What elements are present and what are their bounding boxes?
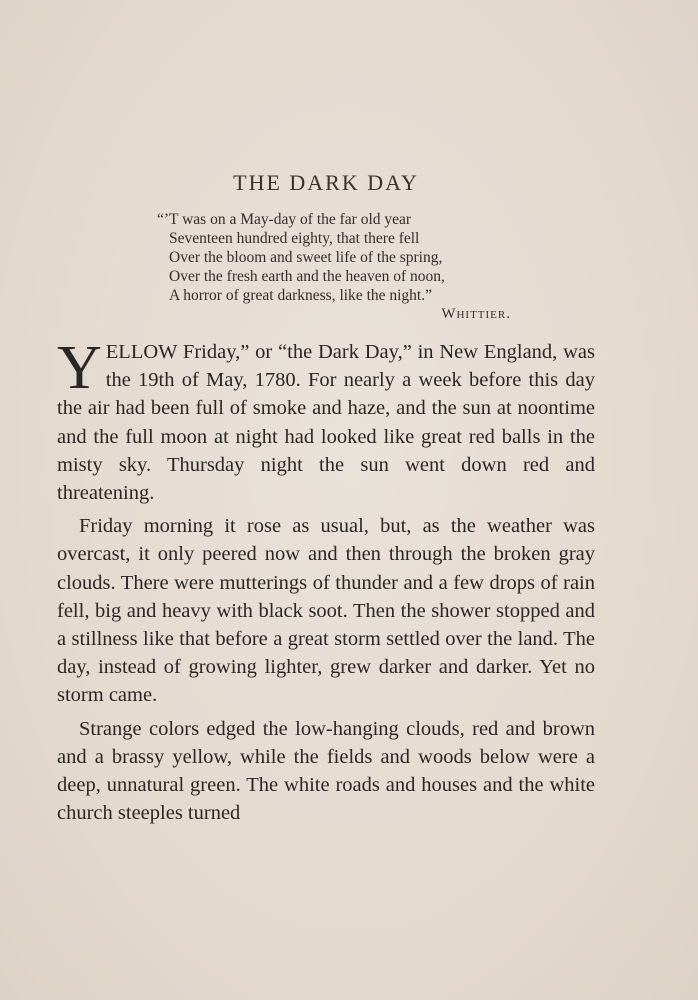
paragraph: Friday morning it rose as usual, but, as the weather was overcast, it only peered now and then through the broken gray clouds. There were mutterings of thunder and a few drops of rain fell, big and heavy with black soot. Then the shower stopped and a stillness like that before a great storm settled over the land. The day, instead of growing lighter, grew darker and darker. Yet no storm came. [57,515,595,707]
epigraph [157,210,517,324]
epigraph-line: A horror of great darkness, like the night.” [169,287,432,304]
paragraph: Strange colors edged the low-hanging clouds, red and brown and a brassy yellow, while the fields and woods below were a deep, unnatural green. The white roads and houses and the white church steeples turned [57,717,595,825]
epigraph-line: Seventeen hundred eighty, that there fell [169,230,420,247]
chapter-title: THE DARK DAY [233,170,419,195]
epigraph-line: “’T was on a May-day of the far old year [157,211,412,228]
body-text [57,334,595,827]
epigraph-attribution: Whittier. [441,306,511,322]
paragraph-text: ELLOW Friday,” or “the Dark Day,” in New England, was the 19th of May, 1780. For nearly a week before this day the air had been full of smoke and haze, and the sun at noontime and the full moon at night had looked like great red balls in the misty sky. Thursday night the sun went down red and threatening. [57,341,595,505]
epigraph-line: Over the fresh earth and the heaven of noon, [169,268,445,285]
paragraph [57,334,595,507]
epigraph-line: Over the bloom and sweet life of the spring, [169,249,443,266]
drop-cap: Y [57,334,102,402]
